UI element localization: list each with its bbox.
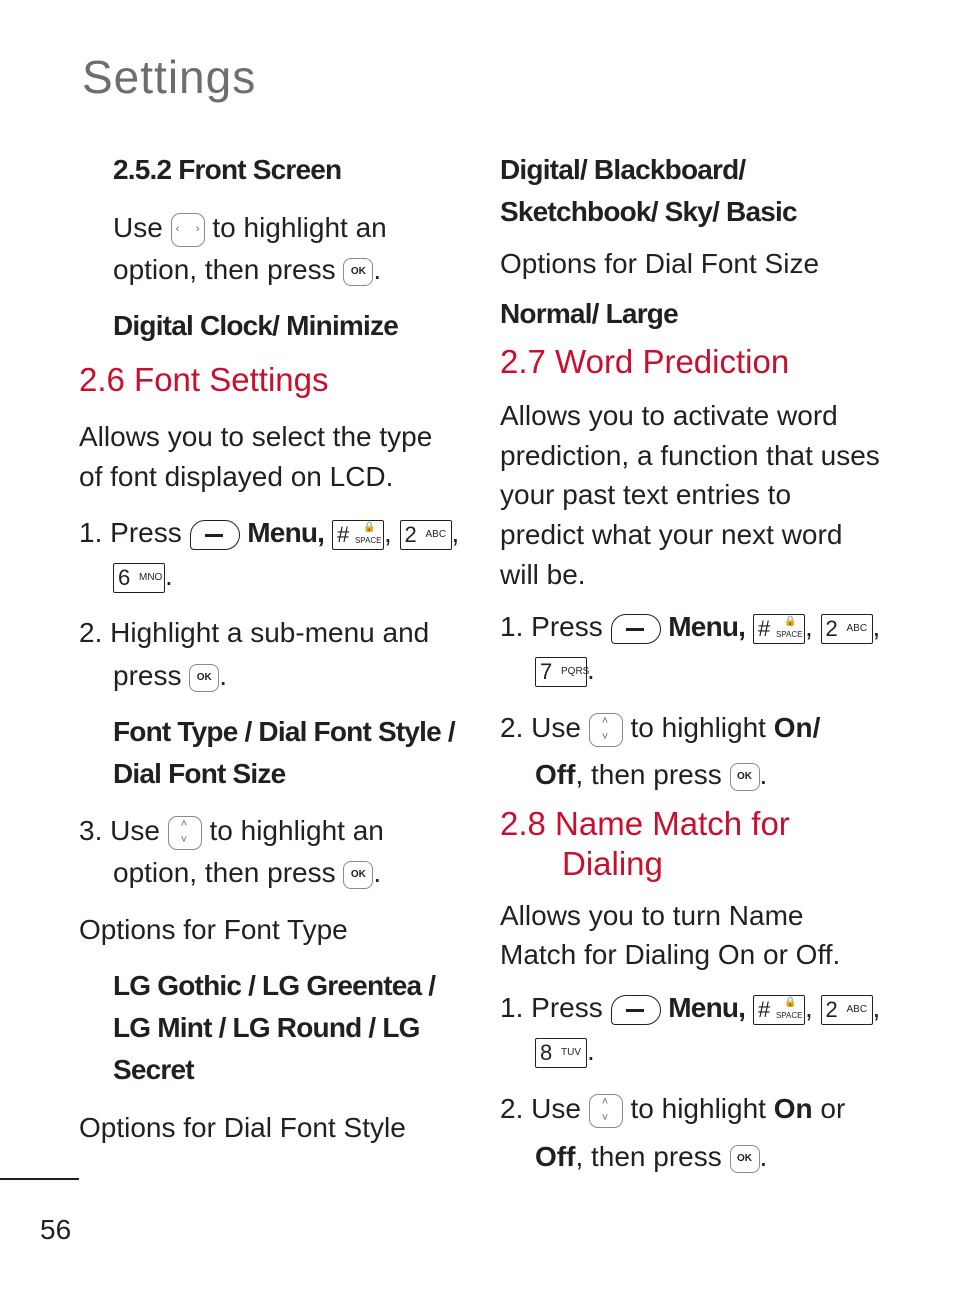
use-text: Use (531, 1093, 581, 1124)
highlight-text: to highlight an (209, 815, 384, 846)
on-option: On (773, 1093, 813, 1124)
up-down-nav-key-icon: ˄ ˅ (589, 1094, 623, 1128)
press-text: press (113, 660, 182, 691)
step-2-text: Highlight a sub-menu and (110, 617, 430, 648)
front-screen-period: . (373, 254, 382, 285)
key-8-tuv-icon: 8 TUV (535, 1038, 587, 1068)
off-option: Off (535, 759, 576, 790)
ok-key-icon: OK (730, 1145, 760, 1173)
page-number: 56 (40, 1214, 72, 1245)
font-settings-step-1-cont (113, 556, 173, 596)
submenu-list-1: Font Type / Dial Font Style / (113, 716, 455, 747)
font-type-options-2: LG Mint / LG Round / LG (113, 1012, 420, 1043)
step-number: 1. (500, 611, 524, 642)
step-number: 2. (500, 1093, 524, 1124)
option-text: option, then press (113, 857, 336, 888)
name-match-desc-1: Allows you to turn Name (500, 900, 804, 931)
name-match-heading-1: 2.8 Name Match for (500, 805, 790, 842)
step-number: 2. (79, 617, 103, 648)
front-screen-highlight-text: to highlight an (212, 212, 387, 243)
period: . (219, 660, 228, 691)
font-settings-step-2 (79, 613, 429, 653)
word-prediction-desc-3: your past text entries to (500, 479, 792, 510)
word-prediction-heading: 2.7 Word Prediction (500, 343, 790, 380)
period: . (587, 1035, 595, 1066)
or-text: or (820, 1093, 846, 1124)
dial-font-size-options: Normal/ Large (500, 298, 678, 329)
front-screen-options: Digital Clock/ Minimize (113, 310, 398, 341)
comma: , (451, 517, 460, 548)
key-2-abc-icon: 2 ABC (821, 995, 873, 1025)
font-type-label: Options for Font Type (79, 914, 348, 945)
hash-space-key-icon: # 🔒 SPACE (753, 995, 805, 1025)
word-prediction-desc-5: will be. (500, 559, 586, 590)
front-screen-use-text: Use (113, 212, 163, 243)
front-screen-instruction-line-2 (113, 250, 381, 290)
font-settings-step-2-cont (113, 656, 227, 696)
up-down-nav-key-icon: ˄ ˅ (589, 713, 623, 747)
dial-style-options-2: Sketchbook/ Sky/ Basic (500, 196, 797, 227)
dial-style-options-1: Digital/ Blackboard/ (500, 154, 746, 185)
left-soft-key-icon (611, 995, 661, 1025)
menu-text: Menu, (668, 611, 746, 642)
font-settings-step-3-cont (113, 853, 381, 893)
name-match-step-1 (500, 988, 880, 1028)
period: . (759, 1141, 768, 1172)
font-settings-step-3 (79, 811, 384, 851)
name-match-step-1-cont (535, 1031, 595, 1071)
up-down-nav-key-icon: ˄ ˅ (168, 816, 202, 850)
step-number: 3. (79, 815, 103, 846)
comma: , (872, 611, 881, 642)
name-match-heading-2: Dialing (562, 845, 663, 882)
comma: , (804, 992, 813, 1023)
name-match-desc-2: Match for Dialing On or Off. (500, 939, 841, 970)
key-6-mno-icon: 6 MNO (113, 563, 165, 593)
name-match-step-2-cont (535, 1137, 767, 1177)
font-type-options-1: LG Gothic / LG Greentea / (113, 970, 436, 1001)
hash-space-key-icon: # 🔒 SPACE (332, 520, 384, 550)
left-soft-key-icon (611, 614, 661, 644)
left-soft-key-icon (190, 520, 240, 550)
comma: , (804, 611, 813, 642)
press-text: Press (531, 611, 603, 642)
footer-rule (0, 1178, 79, 1180)
press-text: Press (110, 517, 182, 548)
word-prediction-step-2 (500, 708, 820, 748)
use-text: Use (531, 712, 581, 743)
ok-key-icon: OK (189, 664, 219, 692)
submenu-list-2: Dial Font Size (113, 758, 286, 789)
step-number: 1. (500, 992, 524, 1023)
comma: , (872, 992, 881, 1023)
word-prediction-step-2-cont (535, 755, 767, 795)
period: . (165, 560, 173, 591)
key-7-pqrs-icon: 7 PQRS (535, 657, 587, 687)
front-screen-option-text: option, then press (113, 254, 336, 285)
font-settings-desc-1: Allows you to select the type (79, 421, 433, 452)
ok-key-icon: OK (343, 258, 373, 286)
period: . (759, 759, 768, 790)
front-screen-heading: 2.5.2 Front Screen (113, 154, 342, 185)
highlight-text: to highlight (630, 712, 766, 743)
menu-text: Menu, (247, 517, 325, 548)
step-number: 2. (500, 712, 524, 743)
then-press-text: , then press (575, 1141, 722, 1172)
off-option: Off (535, 1141, 576, 1172)
front-screen-instruction-line-1 (113, 208, 387, 248)
ok-key-icon: OK (730, 763, 760, 791)
then-press-text: , then press (575, 759, 722, 790)
on-option: On/ (773, 712, 821, 743)
word-prediction-desc-1: Allows you to activate word (500, 400, 838, 431)
font-settings-step-1 (79, 513, 459, 553)
highlight-text: to highlight (630, 1093, 766, 1124)
period: . (587, 654, 595, 685)
menu-text: Menu, (668, 992, 746, 1023)
word-prediction-desc-4: predict what your next word (500, 519, 843, 550)
hash-space-key-icon: # 🔒 SPACE (753, 614, 805, 644)
word-prediction-desc-2: prediction, a function that uses (500, 440, 880, 471)
period: . (373, 857, 382, 888)
dial-font-size-label: Options for Dial Font Size (500, 248, 820, 279)
dial-font-style-label: Options for Dial Font Style (79, 1112, 406, 1143)
word-prediction-step-1-cont (535, 650, 595, 690)
name-match-step-2 (500, 1089, 845, 1129)
font-settings-heading: 2.6 Font Settings (79, 361, 329, 398)
key-2-abc-icon: 2 ABC (400, 520, 452, 550)
page-title: Settings (82, 51, 257, 103)
comma: , (383, 517, 392, 548)
press-text: Press (531, 992, 603, 1023)
left-right-nav-key-icon: ‹ › (171, 213, 205, 247)
ok-key-icon: OK (343, 861, 373, 889)
font-type-options-3: Secret (113, 1054, 194, 1085)
font-settings-desc-2: of font displayed on LCD. (79, 461, 394, 492)
use-text: Use (110, 815, 160, 846)
step-number: 1. (79, 517, 103, 548)
word-prediction-step-1 (500, 607, 880, 647)
key-2-abc-icon: 2 ABC (821, 614, 873, 644)
